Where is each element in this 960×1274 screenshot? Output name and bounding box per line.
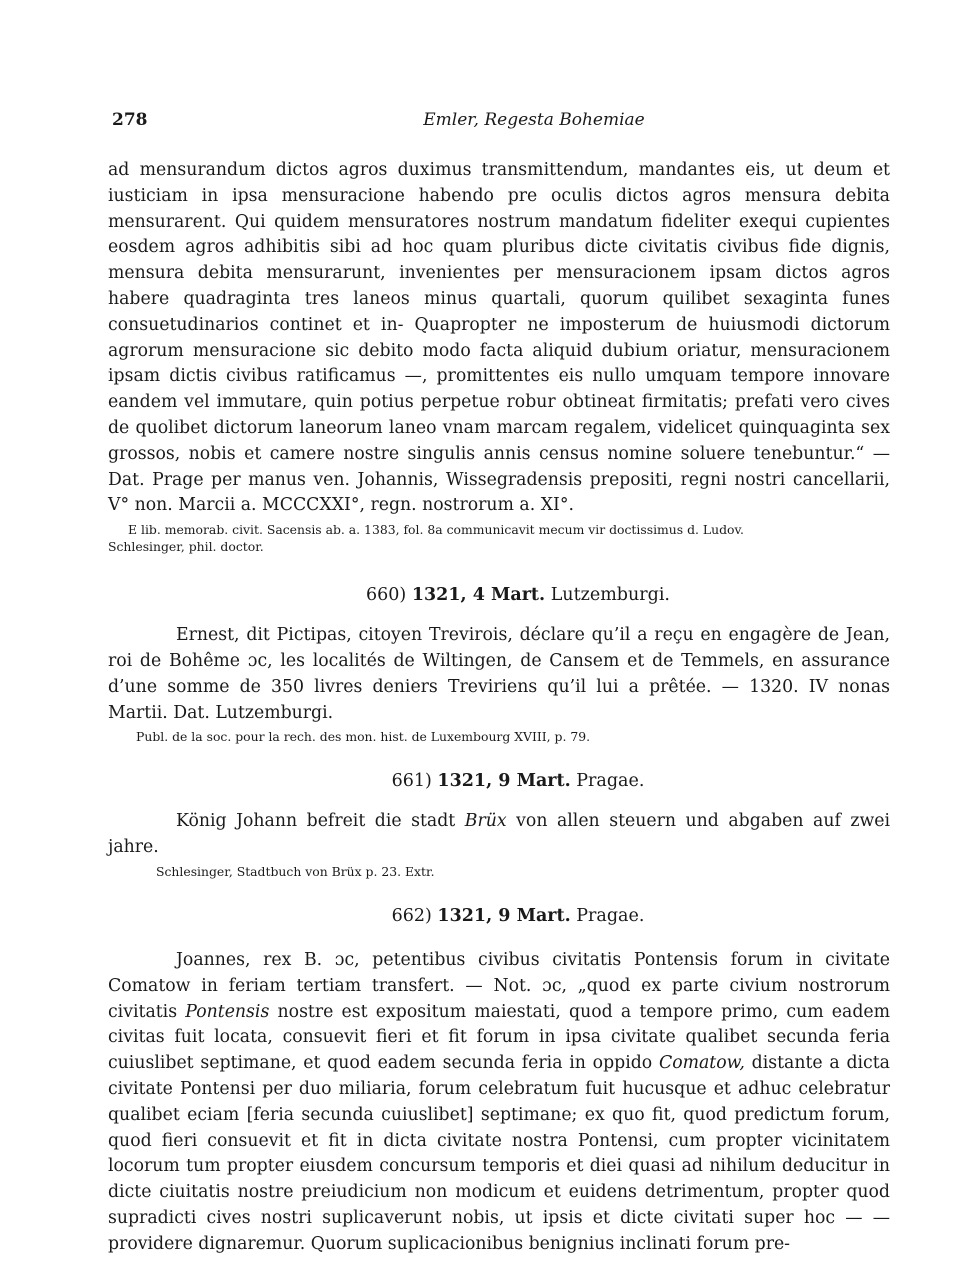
- entry-date: 1321, 9 Mart.: [437, 905, 571, 926]
- entry-number: 662): [391, 905, 432, 926]
- entry-date: 1321, 4 Mart.: [411, 585, 546, 606]
- entry-italic-a: Pontensis: [185, 1001, 270, 1022]
- entry-heading-661: [108, 771, 890, 791]
- entry-text-662: [108, 948, 890, 1258]
- entry-text-a: Joannes, rex B. ɔc, petentibus civibus civitatis Pontensis forum in civitate Comatow in feriam tertiam transfert. — Not. ɔc, „quod ex parte civium nostrorum civitatis: [108, 949, 890, 1022]
- entry-heading-660: [108, 585, 890, 605]
- entry-italic-b: Comatow,: [658, 1053, 745, 1074]
- page-header: [108, 110, 890, 140]
- entry-source-661: Schlesinger, Stadtbuch von Brüx p. 23. Extr.: [156, 863, 435, 879]
- entry-source-660: Publ. de la soc. pour la rech. des mon. hist. de Luxembourg XVIII, p. 79.: [136, 729, 591, 745]
- entry-text-b: nostre est expositum maiestati, quod a tempore primo, cum eadem civitas fuit locata, consuevit fieri et fit forum in ipsa civitate qualibet secunda feria cuiuslibet septimane, et quod eadem secunda feria in oppido: [108, 1001, 890, 1074]
- running-title: Emler, Regesta Bohemiae: [423, 110, 645, 130]
- source-line-1: E lib. memorab. civit. Sacensis ab. a. 1383, fol. 8a communicavit mecum vir doctissimus d. Ludov.: [128, 522, 744, 538]
- entry-number: 660): [366, 585, 407, 606]
- entry-text-c: distante a dicta civitate Pontensi per duo miliaria, forum celebratum fuit hucusque et adhuc celebratur qualibet eciam [feria secunda cuiuslibet] septimane; ex quo fit, quod predictum forum, quod fieri consuevit et fit in dicta civitate nostra Pontensi, cum propter vicinitatem locorum tum propter eiusdem concursum temporis et diei quasi ad nihilum deducitur in dicte ciuitatis nostre preiudicium non modicum et euidens detrimentum, propter quod supradicti cives nostri suplicaverunt nobis, ut ipsis et dicte civitati super hoc — — providere dignaremur. Quorum suplicacionibus benignius inclinati forum pre-: [108, 1053, 890, 1254]
- continuation-text: ad mensurandum dictos agros duximus transmittendum, mandantes eis, ut deum et iusticiam in ipsa mensuracione habendo pre oculis dictos agros mensura debita mensurarent. Qui quidem mensuratores nostrum mandatum fideliter exequi cupientes eosdem agros adhibitis sibi ad hoc quam pluribus dicte civitatis civibus fide dignis, mensura debita mensurarunt, invenientes per mensuracionem ipsam dictos agros habere quadraginta tres laneos minus quartali, quorum quilibet sexaginta funes consuetudinarios continet et in- Quapropter ne imposterum de huiusmodi dictorum agrorum mensuracione sic debito modo facta aliquid dubium oriatur, mensuracionem ipsam dictis civibus ratificamus —, promittentes eis nullo umquam tempore innovare eandem vel immutare, quin potius perpetue robur obtineat firmitatis; prefati vero cives de quolibet dictorum laneorum laneo vnam marcam regalem, videlicet quinquaginta sex grossos, nobis et camere nostre singulis annis census nomine soluere tenebuntur.“ — Dat. Prage per manus ven. Johannis, Wissegradensis prepositi, regni nostri cancellarii, V° non. Marcii a. MCCCXXI°, regn. nostrorum a. XI°.: [108, 160, 890, 516]
- entry-number: 661): [391, 771, 432, 792]
- entry-text-660: Ernest, dit Pictipas, citoyen Trevirois, déclare qu’il a reçu en engagère de Jean, roi de Bohême ɔc, les localités de Wiltingen, de Cansem et de Temmels, en assurance d’une somme de 350 livres deniers Treviriens qu’il lui a prêtée. — 1320. IV nonas Martii. Dat. Lutzemburgi.: [108, 625, 890, 723]
- entry-text-before: König Johann befreit die stadt: [176, 811, 456, 832]
- page-body: [108, 110, 890, 1258]
- entry-text-after: von allen steuern und abgaben auf zwei jahre.: [108, 811, 891, 858]
- entry-text-661: [108, 809, 890, 861]
- entry-place: Pragae.: [576, 771, 645, 792]
- entry-heading-662: [108, 906, 890, 926]
- page-number: 278: [112, 110, 148, 130]
- entry-text-italic: Brüx: [464, 811, 507, 832]
- continuation-source: [108, 521, 890, 555]
- source-line-2: Schlesinger, phil. doctor.: [108, 539, 264, 555]
- entry-date: 1321, 9 Mart.: [437, 771, 571, 792]
- entry-place: Pragae.: [576, 905, 645, 926]
- entry-place: Lutzemburgi.: [550, 585, 670, 606]
